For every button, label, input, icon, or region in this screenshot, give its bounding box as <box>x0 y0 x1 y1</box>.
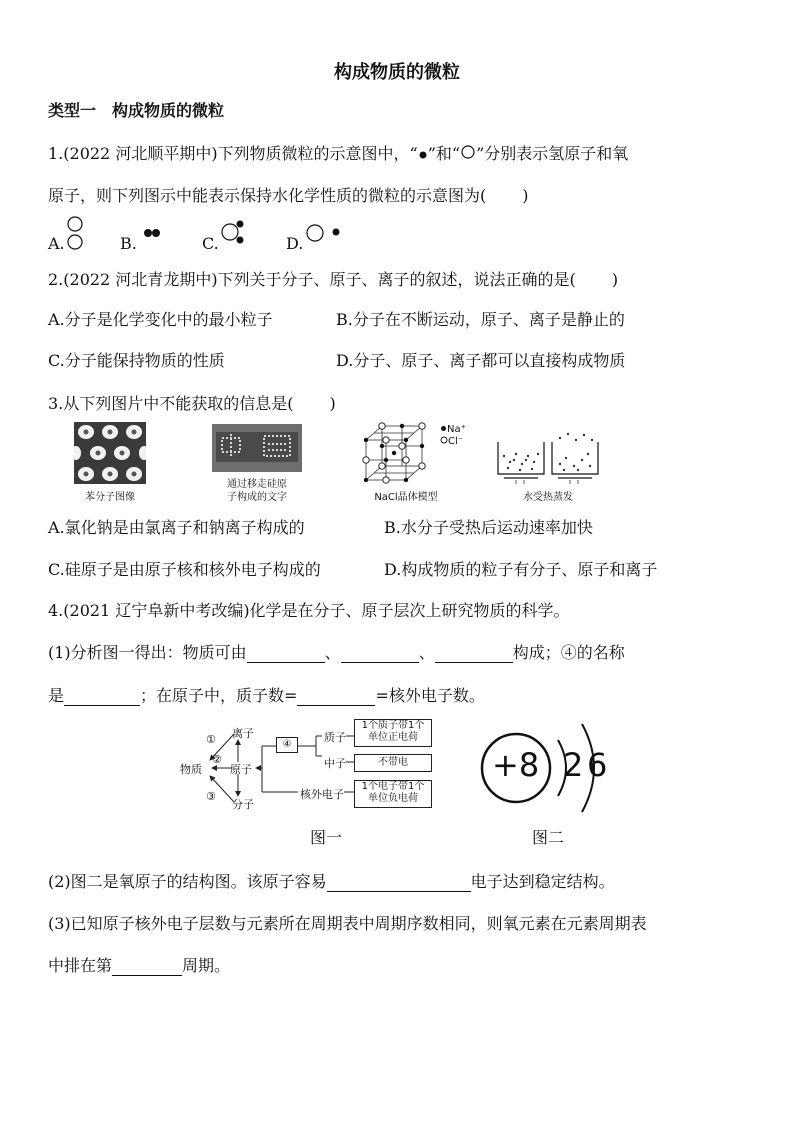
q3-option-b: B.水分子受热后运动速率加快 <box>384 518 593 537</box>
legend-cl-label: Cl⁻ <box>448 436 464 447</box>
node-proton: 质子 <box>324 731 346 744</box>
q4-part3-line1: (3)已知原子核外电子层数与元素所在周期表中周期序数相同，则氧元素在元素周期表 <box>48 914 647 933</box>
option-c-diagram <box>219 218 249 246</box>
answer-blank-2[interactable] <box>341 646 419 663</box>
q2-option-a: A.分子是化学变化中的最小粒子 <box>48 310 273 329</box>
white-circle-icon <box>460 145 476 159</box>
q3-option-d: D.构成物质的粒子有分子、原子和离子 <box>384 560 658 579</box>
caption-silicon-1: 通过移走硅原 <box>227 479 287 490</box>
q1-text-a: 1.(2022 河北顺平期中)下列物质微粒的示意图中，“ <box>48 144 418 163</box>
node-neutron: 中子 <box>324 757 346 770</box>
shell1-electrons: 2 <box>563 746 584 784</box>
q4-p2-text-b: 电子达到稳定结构。 <box>470 872 615 891</box>
nacl-crystal-image <box>362 422 434 488</box>
q4-part1-line1 <box>48 643 625 663</box>
option-d-diagram <box>305 222 345 244</box>
label-circle-2: ② <box>212 753 222 766</box>
q4-part1-line2 <box>48 686 485 706</box>
q1-text-b: ”和“ <box>427 144 461 163</box>
q2-paren-close: ) <box>611 270 619 289</box>
nucleus-charge: +8 <box>492 746 540 784</box>
q4-part3-line2 <box>48 956 230 976</box>
electron-desc-box <box>354 780 432 808</box>
electron-desc-line1: 1个电子带1个 <box>361 781 425 792</box>
legend-na-label: Na⁺ <box>447 424 466 435</box>
benzene-image <box>74 422 146 484</box>
option-b-diagram <box>142 226 164 240</box>
node-ion: 离子 <box>232 727 254 740</box>
caption-benzene: 苯分子图像 <box>85 492 135 503</box>
q4-p1-text-a: (1)分析图一得出：物质可由 <box>48 643 247 662</box>
silicon-text-image <box>212 424 302 472</box>
q1-option-d-label: D. <box>286 234 304 253</box>
figure2-caption: 图二 <box>532 828 565 847</box>
answer-blank-7[interactable] <box>112 959 182 976</box>
shell2-electrons: 6 <box>587 746 608 784</box>
q1-line1 <box>48 144 628 164</box>
legend-cl <box>440 436 463 447</box>
q1-text-d: 原子，则下列图示中能表示保持水化学性质的微粒的示意图为( <box>48 186 487 205</box>
q2-option-c: C.分子能保持物质的性质 <box>48 351 225 370</box>
section-heading: 类型一 构成物质的微粒 <box>48 101 225 120</box>
q4-p1-text-d: ；在原子中，质子数= <box>140 686 298 705</box>
q4-part2 <box>48 872 615 892</box>
q1-option-a-label: A. <box>48 234 65 253</box>
q1-text-c: ”分别表示氢原子和氧 <box>476 144 629 163</box>
label-circle-1: ① <box>206 733 216 746</box>
q4-p1-text-e: =核外电子数。 <box>375 686 485 705</box>
answer-blank-1[interactable] <box>247 646 325 663</box>
node-atom: 原子 <box>230 763 252 776</box>
q4-p3-text-c: 周期。 <box>182 956 231 975</box>
answer-blank-6[interactable] <box>327 875 471 892</box>
q4-sep-2: 、 <box>418 643 435 662</box>
q4-sep-1: 、 <box>324 643 341 662</box>
q2-stem-text: 2.(2022 河北青龙期中)下列关于分子、原子、离子的叙述，说法正确的是( <box>48 270 576 289</box>
q3-stem-text: 3.从下列图片中不能获取的信息是( <box>48 394 294 413</box>
label-circle-3: ③ <box>206 790 216 803</box>
caption-silicon-2: 子构成的文字 <box>227 492 287 503</box>
q4-p3-text-b: 中排在第 <box>48 956 113 975</box>
q2-option-b: B.分子在不断运动，原子、离子是静止的 <box>336 310 625 329</box>
proton-desc-line1: 1个质子带1个 <box>361 720 425 731</box>
node-electron: 核外电子 <box>300 788 344 801</box>
q3-paren-close: ) <box>329 394 336 413</box>
neutron-desc-box: 不带电 <box>354 754 432 772</box>
q3-option-c: C.硅原子是由原子核和核外电子构成的 <box>48 560 321 579</box>
answer-blank-3[interactable] <box>435 646 513 663</box>
q4-p2-text-a: (2)图二是氧原子的结构图。该原子容易 <box>48 872 327 891</box>
option-a-diagram <box>64 214 86 252</box>
q4-p1-text-b: 构成；④的名称 <box>512 643 625 662</box>
node-4-box: ④ <box>276 737 298 753</box>
figure1-caption: 图一 <box>310 828 343 847</box>
cl-circle-icon <box>440 436 448 444</box>
proton-desc-line2: 单位正电荷 <box>368 732 418 743</box>
q1-option-b-label: B. <box>120 234 137 253</box>
q2-stem <box>48 270 618 290</box>
page-title: 构成物质的微粒 <box>334 62 460 83</box>
caption-nacl: NaCl晶体模型 <box>374 492 438 503</box>
q2-option-d: D.分子、原子、离子都可以直接构成物质 <box>336 351 626 370</box>
answer-blank-5[interactable] <box>297 689 375 706</box>
q1-paren-close: ) <box>522 186 529 205</box>
q4-p1-text-c: 是 <box>48 686 65 705</box>
q1-option-c-label: C. <box>202 234 219 253</box>
q3-stem <box>48 394 336 414</box>
legend-na <box>440 424 466 435</box>
black-dot-icon <box>418 149 428 159</box>
q4-stem: 4.(2021 辽宁阜新中考改编)化学是在分子、原子层次上研究物质的科学。 <box>48 601 570 620</box>
water-evaporation-image <box>494 432 602 484</box>
proton-desc-box <box>354 719 432 747</box>
q1-line2 <box>48 186 529 206</box>
q3-option-a: A.氯化钠是由氯离子和钠离子构成的 <box>48 518 305 537</box>
node-material: 物质 <box>180 763 202 776</box>
node-molecule: 分子 <box>232 798 254 811</box>
caption-water: 水受热蒸发 <box>523 492 573 503</box>
answer-blank-4[interactable] <box>64 689 140 706</box>
na-dot-icon <box>440 425 447 432</box>
electron-desc-line2: 单位负电荷 <box>368 793 418 804</box>
